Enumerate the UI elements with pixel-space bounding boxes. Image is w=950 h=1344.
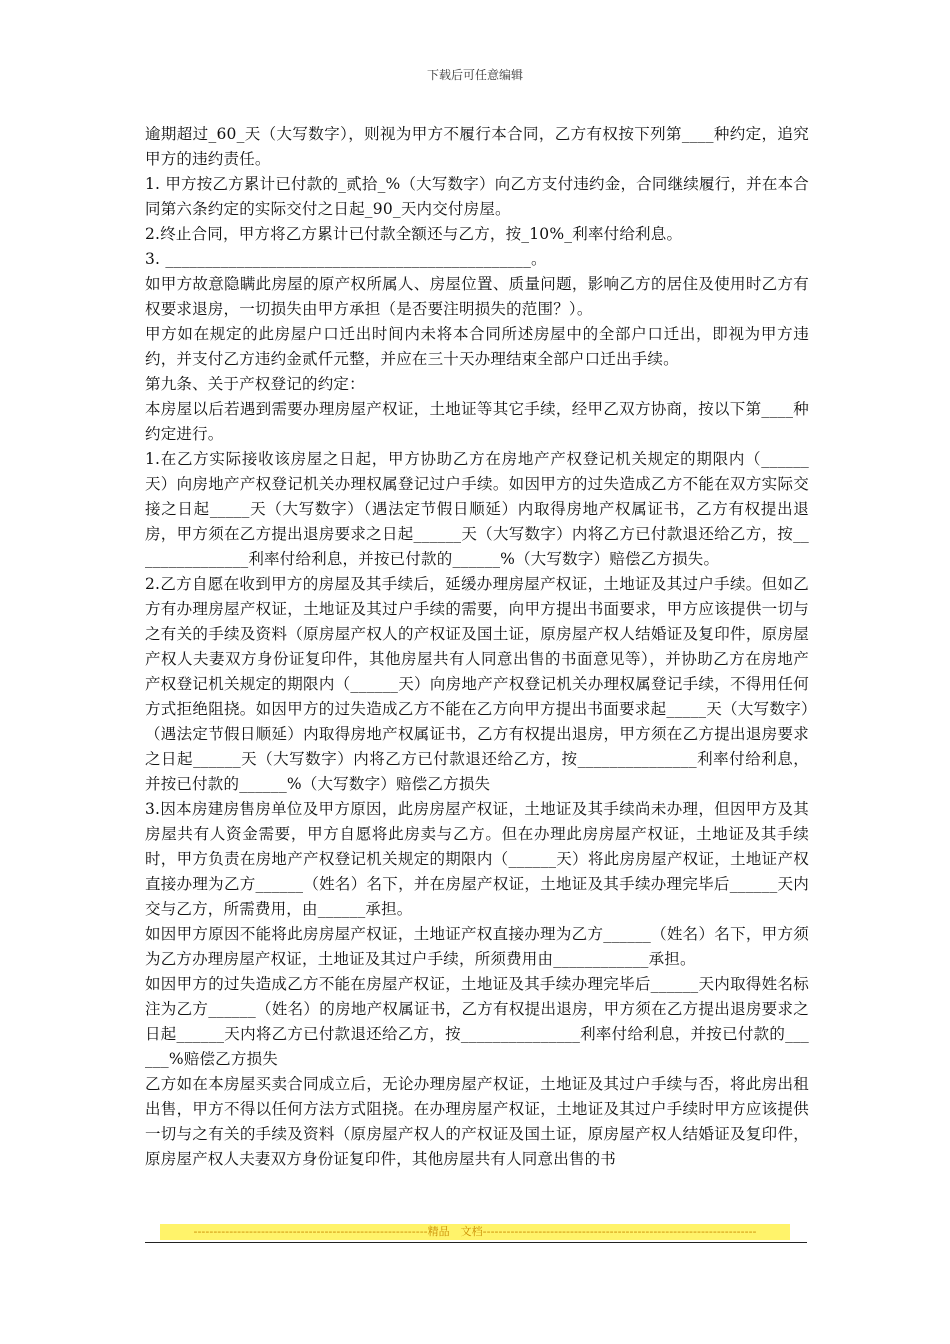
paragraph: 1.在乙方实际接收该房屋之日起，甲方协助乙方在房地产产权登记机关规定的期限内（______天）向房地产产权登记机关办理权属登记过户手续。如因甲方的过失造成乙方不能在双方实际交接之日起_____天（大写数字）（遇法定节假日顺延）内取得房地产权属证书，乙方有权提出退房，甲方须在乙方提出退房要求之日起______天（大写数字）内将乙方已付款退还给乙方，按_______________利率付给利息，并按已付款的______%（大写数字）赔偿乙方损失。 xyxy=(145,450,809,568)
paragraph: 本房屋以后若遇到需要办理房屋产权证，土地证等其它手续，经甲乙双方协商，按以下第____种约定进行。 xyxy=(145,400,809,443)
paragraph: 甲方如在规定的此房屋户口迁出时间内未将本合同所述房屋中的全部户口迁出，即视为甲方违约，并支付乙方违约金贰仟元整，并应在三十天办理结束全部户口迁出手续。 xyxy=(145,325,809,368)
paragraph: 如甲方故意隐瞒此房屋的原产权所属人、房屋位置、质量问题，影响乙方的居住及使用时乙方有权要求退房，一切损失由甲方承担（是否要注明损失的范围？）。 xyxy=(145,275,809,318)
paragraph: 2.乙方自愿在收到甲方的房屋及其手续后，延缓办理房屋产权证，土地证及其过户手续。但如乙方有办理房屋产权证，土地证及其过户手续的需要，向甲方提出书面要求，甲方应该提供一切与之有关的手续及资料（原房屋产权人的产权证及国土证，原房屋产权人结婚证及复印件，原房屋产权人夫妻双方身份证复印件，其他房屋共有人同意出售的书面意见等），并协助乙方在房地产产权登记机关规定的期限内（______天）向房地产产权登记机关办理权属登记手续，不得用任何方式拒绝阻挠。如因甲方的过失造成乙方不能在乙方向甲方提出书面要求起_____天（大写数字）（遇法定节假日顺延）内取得房地产权属证书，乙方有权提出退房，甲方须在乙方提出退房要求之日起______天（大写数字）内将乙方已付款退还给乙方，按_______________利率付给利息，并按已付款的______%（大写数字）赔偿乙方损失 xyxy=(145,575,809,793)
paragraph: 如因甲方原因不能将此房房屋产权证，土地证产权直接办理为乙方______（姓名）名下，甲方须为乙方办理房屋产权证，土地证及其过户手续，所须费用由____________承担。 xyxy=(145,925,809,968)
page-header: 下载后可任意编辑 xyxy=(426,68,523,82)
paragraph: 1. 甲方按乙方累计已付款的_贰拾_%（大写数字）向乙方支付违约金，合同继续履行，并在本合同第六条约定的实际交付之日起_90_天内交付房屋。 xyxy=(145,175,809,218)
section-heading: 第九条、关于产权登记的约定： xyxy=(145,375,365,393)
paragraph: 3. ______________________________________________。 xyxy=(145,250,547,268)
paragraph: 2.终止合同，甲方将乙方累计已付款全额还与乙方，按_10%_利率付给利息。 xyxy=(145,225,683,243)
document-body xyxy=(145,122,809,1172)
paragraph: 逾期超过_60_天（大写数字），则视为甲方不履行本合同，乙方有权按下列第____种约定，追究甲方的违约责任。 xyxy=(145,125,809,168)
paragraph: 乙方如在本房屋买卖合同成立后，无论办理房屋产权证，土地证及其过户手续与否，将此房出租出售，甲方不得以任何方法方式阻挠。在办理房屋产权证，土地证及其过户手续时甲方应该提供一切与之有关的手续及资料（原房屋产权人的产权证及国土证，原房屋产权人结婚证及复印件，原房屋产权人夫妻双方身份证复印件，其他房屋共有人同意出售的书 xyxy=(145,1075,809,1168)
paragraph: 如因甲方的过失造成乙方不能在房屋产权证，土地证及其手续办理完毕后______天内取得姓名标注为乙方______（姓名）的房地产权属证书，乙方有权提出退房，甲方须在乙方提出退房要求之日起______天内将乙方已付款退还给乙方，按_______________利率付给利息，并按已付款的______%赔偿乙方损失 xyxy=(145,975,809,1068)
footer-divider xyxy=(145,1242,807,1243)
paragraph: 3.因本房建房售房单位及甲方原因，此房房屋产权证，土地证及其手续尚未办理，但因甲方及其房屋共有人资金需要，甲方自愿将此房卖与乙方。但在办理此房房屋产权证，土地证及其手续时，甲方负责在房地产产权登记机关规定的期限内（______天）将此房房屋产权证，土地证产权直接办理为乙方______（姓名）名下，并在房屋产权证，土地证及其手续办理完毕后______天内交与乙方，所需费用，由______承担。 xyxy=(145,800,809,918)
footer-banner: -----------------------------------------------------------精品 文档--------------------------------------------------------------------- xyxy=(160,1224,790,1240)
